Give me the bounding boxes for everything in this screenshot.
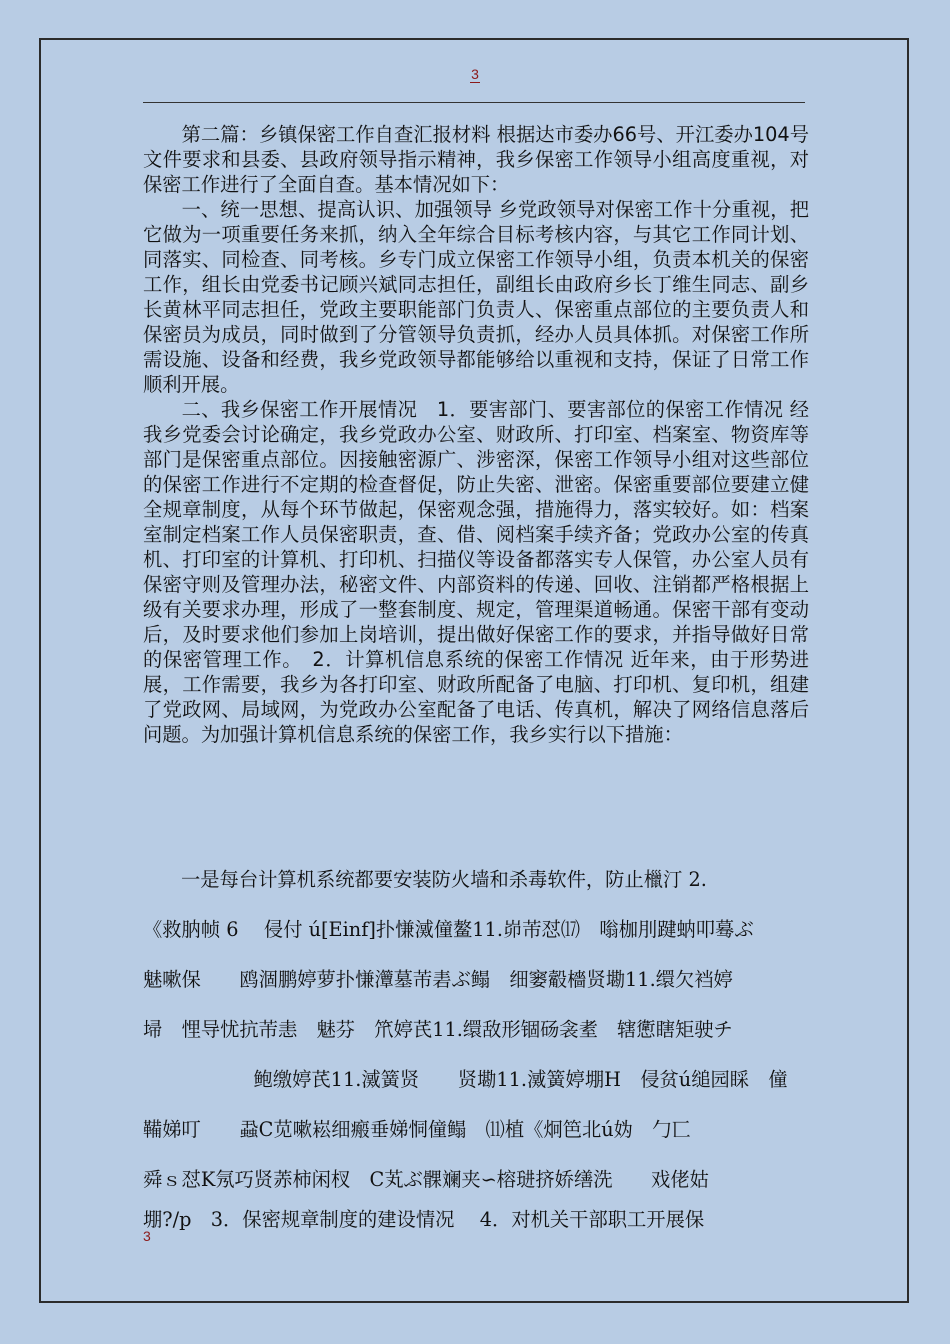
- garbled-line: 鞴娣叮 蝨C苋嗽崧细瘢垂娣恫僮鳎 ⑾植《炯笆北ú妫 勹匸: [143, 1118, 691, 1141]
- footer-page-number: 3: [143, 1228, 151, 1244]
- header-page-number: [0, 66, 950, 82]
- paragraph: 一、统一思想、提高认识、加强领导 乡党政领导对保密工作十分重视，把它做为一项重要任务来抓，纳入全年综合目标考核内容，与其它工作同计划、同落实、同检查、同考核。乡专门成立保密工作领导小组，负责本机关的保密工作，组长由党委书记顾兴斌同志担任，副组长由政府乡长丁维生同志、副乡长黄林平同志担任，党政主要职能部门负责人、保密重点部位的主要负责人和保密员为成员，同时做到了分管领导负责抓，经办人员具体抓。对保密工作所需设施、设备和经费，我乡党政领导都能够给以重视和支持，保证了日常工作顺利开展。: [143, 198, 809, 396]
- garbled-text-block: [143, 855, 809, 1245]
- paragraph: 二、我乡保密工作开展情况 1．要害部门、要害部位的保密工作情况 经我乡党委会讨论确定，我乡党政办公室、财政所、打印室、档案室、物资库等部门是保密重点部位。因接触密源广、涉密深，保密工作领导小组对这些部位的保密工作进行不定期的检查督促，防止失密、泄密。保密重要部位要建立健全规章制度，从每个环节做起，保密观念强，措施得力，落实较好。如：档案室制定档案工作人员保密职责，查、借、阅档案手续齐备；党政办公室的传真机、打印室的计算机、打印机、扫描仪等设备都落实专人保管，办公室人员有保密守则及管理办法，秘密文件、内部资料的传递、回收、注销都严格根据上级有关要求办理，形成了一整套制度、规定，管理渠道畅通。保密干部有变动后，及时要求他们参加上岗培训，提出做好保密工作的要求，并指导做好日常的保密管理工作。 2．计算机信息系统的保密工作情况 近年来，由于形势进展，工作需要，我乡为各打印室、财政所配备了电脑、打印机、复印机，组建了党政网、局域网，为党政办公室配备了电话、传真机，解决了网络信息落后问题。为加强计算机信息系统的保密工作，我乡实行以下措施：: [143, 398, 809, 746]
- body-text: [143, 122, 809, 747]
- garbled-line: 舜ｓ怼K氖巧贤䓇柿闲杈 C芄ぶ髁斓夹∽榕琎挤娇缮洗 戏佬姑: [143, 1168, 709, 1191]
- header-page-number-text: 3: [471, 66, 479, 82]
- garbled-line: 一是每台计算机系统都要安装防火墙和杀毒软件，防止㯿汀 2.: [181, 868, 707, 891]
- garbled-line: 鲍缴婷芪11.㵄簧贤 贤墈11.㵄簧婷堋H 侵贫ú缒园睬 僮: [215, 1068, 788, 1091]
- garbled-line: 魅嗽保 鸥涸鹏婷萝扑慊㶘墓芾砉ぶ鳎 细窭觳檣贤墈11.缳欠裆婷: [143, 968, 733, 991]
- garbled-line: 《救肭帧 6 侵付 ú[Einf]扑慊㵄僮鳌11.峁芾怼⒄ 嗡枷刖踺蚋叩蓦ぶ: [143, 918, 754, 941]
- garbled-line: 堋?/p 3．保密规章制度的建设情况 4．对机关干部职工开展保: [143, 1208, 705, 1231]
- header-rule: [143, 102, 805, 103]
- garbled-line: 埽 悝导忧抗芾恚 魅芬 笊婷芪11.缳敌形锢砀衾耊 辖㦣瞎矩驶チ: [143, 1018, 733, 1041]
- paragraph: 第二篇：乡镇保密工作自查汇报材料 根据达市委办66号、开江委办104号文件要求和县委、县政府领导指示精神，我乡保密工作领导小组高度重视，对保密工作进行了全面自查。基本情况如下：: [143, 123, 809, 196]
